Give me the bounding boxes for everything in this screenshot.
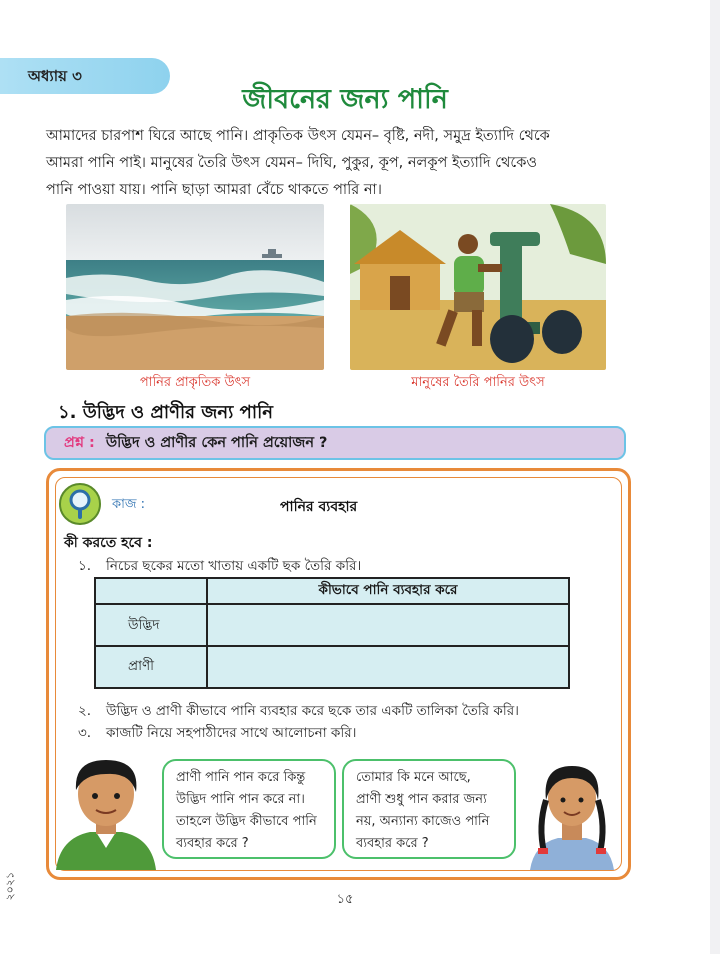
intro-paragraph — [46, 123, 646, 204]
intro-line: আমরা পানি পাই। মানুষের তৈরি উৎস যেমন– দিঘি, পুকুর, কূপ, নলকূপ ইত্যাদি থেকেও — [46, 155, 538, 171]
intro-line: আমাদের চারপাশ ঘিরে আছে পানি। প্রাকৃতিক উৎস যেমন– বৃষ্টি, নদী, সমুদ্র ইত্যাদি থেকে — [46, 128, 550, 144]
natural-source-caption: পানির প্রাকৃতিক উৎস — [139, 375, 251, 390]
sea-photo — [66, 204, 324, 370]
girl-speech-bubble — [342, 759, 516, 859]
bubble-line: তাহলে উদ্ভিদ কীভাবে পানি — [176, 814, 317, 829]
step-number: ৩. — [78, 725, 92, 741]
girl-illustration — [524, 756, 620, 870]
step-text: উদ্ভিদ ও প্রাণী কীভাবে পানি ব্যবহার করে ছকে তার একটি তালিকা তৈরি করি। — [106, 703, 519, 719]
intro-line: পানি পাওয়া যায়। পানি ছাড়া আমরা বেঁচে থাকতে পারি না। — [46, 182, 382, 198]
magnifier-icon — [58, 482, 102, 526]
side-year-label: ২০২১ — [3, 871, 17, 901]
page-title: জীবনের জন্য পানি — [242, 84, 448, 115]
step-number: ১. — [78, 558, 92, 574]
question-label: প্রশ্ন : — [64, 435, 95, 451]
usage-table — [94, 577, 570, 689]
table-corner-cell — [96, 579, 208, 603]
table-header-cell: কীভাবে পানি ব্যবহার করে — [318, 582, 458, 598]
page-number: ১৫ — [336, 892, 354, 907]
table-row — [96, 647, 568, 687]
step-text: নিচের ছকের মতো খাতায় একটি ছক তৈরি করি। — [106, 558, 362, 574]
table-header-row — [96, 579, 568, 605]
bubble-line: প্রাণী শুধু পান করার জন্য — [356, 792, 487, 807]
activity-title: পানির ব্যবহার — [280, 499, 358, 515]
bubble-line: প্রাণী পানি পান করে কিন্তু — [176, 770, 306, 785]
manmade-source-caption: মানুষের তৈরি পানির উৎস — [411, 375, 545, 390]
page-edge — [710, 0, 720, 954]
chapter-label: অধ্যায় ৩ — [28, 67, 82, 85]
table-row-label: উদ্ভিদ — [96, 605, 208, 645]
boy-speech-bubble — [162, 759, 336, 859]
step-text: কাজটি নিয়ে সহপাঠীদের সাথে আলোচনা করি। — [106, 725, 357, 741]
step-item — [78, 555, 361, 578]
bubble-line: তোমার কি মনে আছে, — [356, 770, 471, 785]
section-heading: ১. উদ্ভিদ ও প্রাণীর জন্য পানি — [58, 402, 273, 423]
bubble-line: ব্যবহার করে ? — [356, 836, 429, 851]
bubble-line: উদ্ভিদ পানি পান করে না। — [176, 792, 305, 807]
step-item — [78, 700, 519, 723]
boy-illustration — [50, 752, 162, 870]
bubble-line: ব্যবহার করে ? — [176, 836, 249, 851]
table-row-label: প্রাণী — [96, 647, 208, 687]
step-number: ২. — [78, 703, 92, 719]
todo-heading: কী করতে হবে : — [64, 535, 153, 551]
bubble-line: নয়, অন্যান্য কাজেও পানি — [356, 814, 490, 829]
question-bar — [44, 426, 626, 460]
table-row — [96, 605, 568, 647]
tubewell-photo — [350, 204, 606, 370]
work-label: কাজ : — [112, 497, 146, 512]
step-item — [78, 722, 356, 745]
question-text: উদ্ভিদ ও প্রাণীর কেন পানি প্রয়োজন ? — [105, 435, 328, 451]
